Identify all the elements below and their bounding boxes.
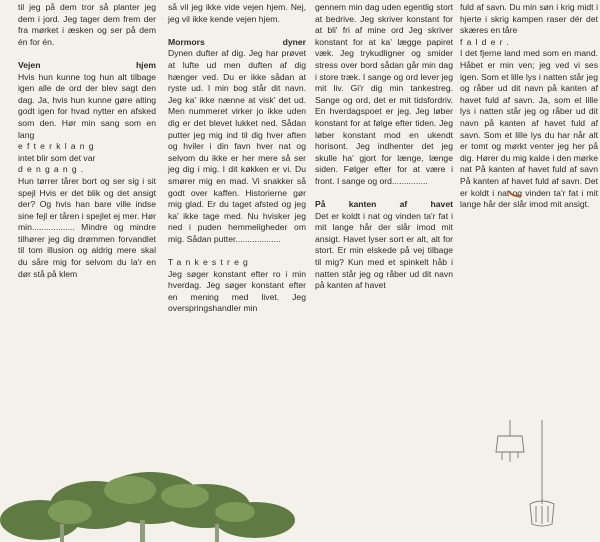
poem-paragraph: Hun tørrer tårer bort og ser sig i sit spejl Hvis er det blik og det ansigt der? Og hvis han bare ville indse sine fejl er tåren i spejlet ej mer. Hør min.................. Mindre og mindre tilhører jeg dig drømmen forvandlet til tom illusion og aldrig mere skal du såre mig for selvom du la'r en dør stå på klem [18, 175, 156, 279]
spaced-line: Tankestreg [168, 257, 253, 268]
spaced-line: falder. [460, 36, 513, 47]
bird-doodle [508, 189, 522, 199]
spaced-line: efterklang [18, 141, 98, 152]
paragraph-gap [18, 48, 156, 60]
poem-title: Mormors dyner [168, 36, 306, 47]
poem-title: På kanten af havet [315, 199, 453, 210]
poem-paragraph: Jeg søger konstant efter ro i min hverdag. Jeg søger konstant efter en mening med livet. Jeg overspringshandler min [168, 268, 306, 314]
spaced-line: dengang. [18, 164, 88, 175]
poem-paragraph: gennem min dag uden egentlig stort at bedrive. Jeg skriver konstant for at bli' fri af mine ord Jeg skriver konstant for at ka' lægge papiret væk. Jeg trykudligner og smider stress over bord sådan går min dag i store træk. I sange og ord lever jeg mit liv. Gi'r dig min tankestreg. Sange og ord, det er mit tidsfordriv. En hverdagspoet er jeg. Jeg løber konstant for at følge efter tiden. Jeg løber konstant mod en ukendt horisont. Jeg indhenter det jeg skulle ha' gjort for længe, længe siden. Følger efter for at være i front. I sange og ord............... [315, 2, 453, 186]
poem-paragraph: fuld af savn. Du min søn i krig midt i hjerte i skrig kampen raser dér det skæres en tåre [460, 2, 598, 36]
lamp-doodle [480, 420, 570, 535]
text-column-4 [460, 2, 598, 211]
poem-paragraph: Det er koldt i nat og vinden ta'r fat i mit lange hår der slår imod mit ansigt. Havet lyser sort er alt, alt for stort. Er min elskede på vej tilbage til mig? Kun med et spinkelt håb i natten står jeg og råber ud dit navn på kanten af havet [315, 210, 453, 291]
tree-illustration [0, 450, 300, 542]
poem-paragraph: så vil jeg ikke vide vejen hjem. Nej, jeg vil ikke kende vejen hjem. [168, 2, 306, 24]
poem-paragraph: til jeg på dem tror så planter jeg dem i jord. Jeg tager dem frem der fra mørket i æsken og ser på dem én for én. [18, 2, 156, 47]
paragraph-gap [168, 25, 306, 37]
text-column-1 [18, 2, 156, 280]
poem-paragraph: Dynen dufter af dig. Jeg har prøvet at lufte ud men duften af dig hænger ved. Du er ikke sådan at ryste ud. I min bog står dit navn. Jeg ka' ikke nænne at visk' det ud. Men nummeret virker jo ikke uden dig er det blevet lukket ned. Sådan putter jeg mig ind til dig hver aften og hviler i din favn hver nat og selvom du ikke er her mere så ser jeg dig i mig. I dit køkken er vi. Du smører mig en mad. Vi snakker så godt over kaffen. Historierne gør mig glad. Er du taget afsted og jeg ka' ikke tage med. Nu hvisker jeg ned i puden hemmeligheder om mig. Sådan putter................... [168, 48, 306, 244]
text-column-2 [168, 2, 306, 315]
paragraph-gap [168, 245, 306, 257]
paragraph-gap [315, 188, 453, 200]
text-column-3 [315, 2, 453, 292]
poem-title: Vejen hjem [18, 59, 156, 70]
poem-paragraph: intet blir som det var [18, 152, 96, 163]
poem-paragraph: Hvis hun kunne tog hun alt tilbage igen alle de ord der blev sagt den dag. Ja, hvis hun kunne gøre alting godt igen for hvad nytter en afsked som den. Hør min sang som en lang [18, 71, 156, 140]
poem-paragraph: I det fjerne land med som en mand. Håbet er min ven; jeg ved vi ses igen. Som et lille lys i natten står jeg og råber ud dit navn på kanten af havet fuld af savn. Ja, som et lille lys i natten står jeg og råber ud dit navn på kanten af havet fuld af savn. Som et lille lys du har når alt er tomt og mørkt venter jeg her på dig. Hører du mig kalde i den mørke nat På kanten af havet fuld af savn På kanten af havet fuld af savn. Det er koldt i nat og vinden ta'r fat i mit lange hår der slår imod mit ansigt. [460, 48, 598, 210]
